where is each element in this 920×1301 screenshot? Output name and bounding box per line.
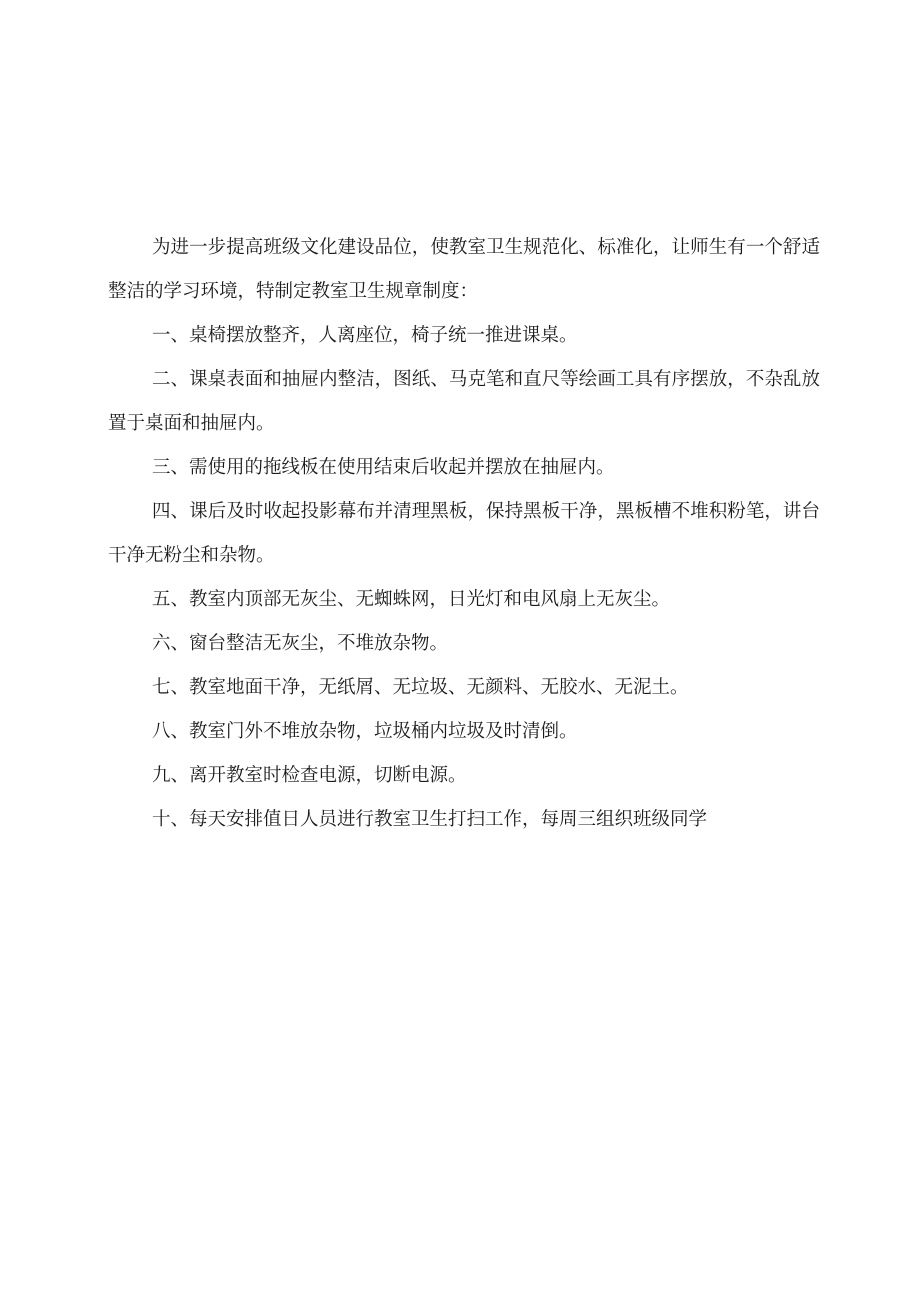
rule-7-paragraph: 七、教室地面干净，无纸屑、无垃圾、无颜料、无胶水、无泥土。 <box>152 677 689 698</box>
rule-4-paragraph: 四、课后及时收起投影幕布并清理黑板，保持黑板干净，黑板槽不堆积粉笔，讲台干净无粉尘和杂物。 <box>108 501 820 566</box>
rule-8-paragraph: 八、教室门外不堆放杂物，垃圾桶内垃圾及时清倒。 <box>152 721 578 742</box>
rule-2-paragraph: 二、课桌表面和抽屉内整洁，图纸、马克笔和直尺等绘画工具有序摆放，不杂乱放置于桌面和抽屉内。 <box>108 369 820 434</box>
document-body <box>108 226 820 842</box>
rule-9-paragraph: 九、离开教室时检查电源，切断电源。 <box>152 765 467 786</box>
intro-paragraph: 为进一步提高班级文化建设品位，使教室卫生规范化、标准化，让师生有一个舒适整洁的学习环境，特制定教室卫生规章制度： <box>108 237 820 302</box>
rule-3-paragraph: 三、需使用的拖线板在使用结束后收起并摆放在抽屉内。 <box>152 457 615 478</box>
rule-6-paragraph: 六、窗台整洁无灰尘，不堆放杂物。 <box>152 633 449 654</box>
rule-1-paragraph: 一、桌椅摆放整齐，人离座位，椅子统一推进课桌。 <box>152 325 578 346</box>
rule-10-paragraph: 十、每天安排值日人员进行教室卫生打扫工作，每周三组织班级同学 <box>152 809 708 830</box>
rule-5-paragraph: 五、教室内顶部无灰尘、无蜘蛛网，日光灯和电风扇上无灰尘。 <box>152 589 671 610</box>
